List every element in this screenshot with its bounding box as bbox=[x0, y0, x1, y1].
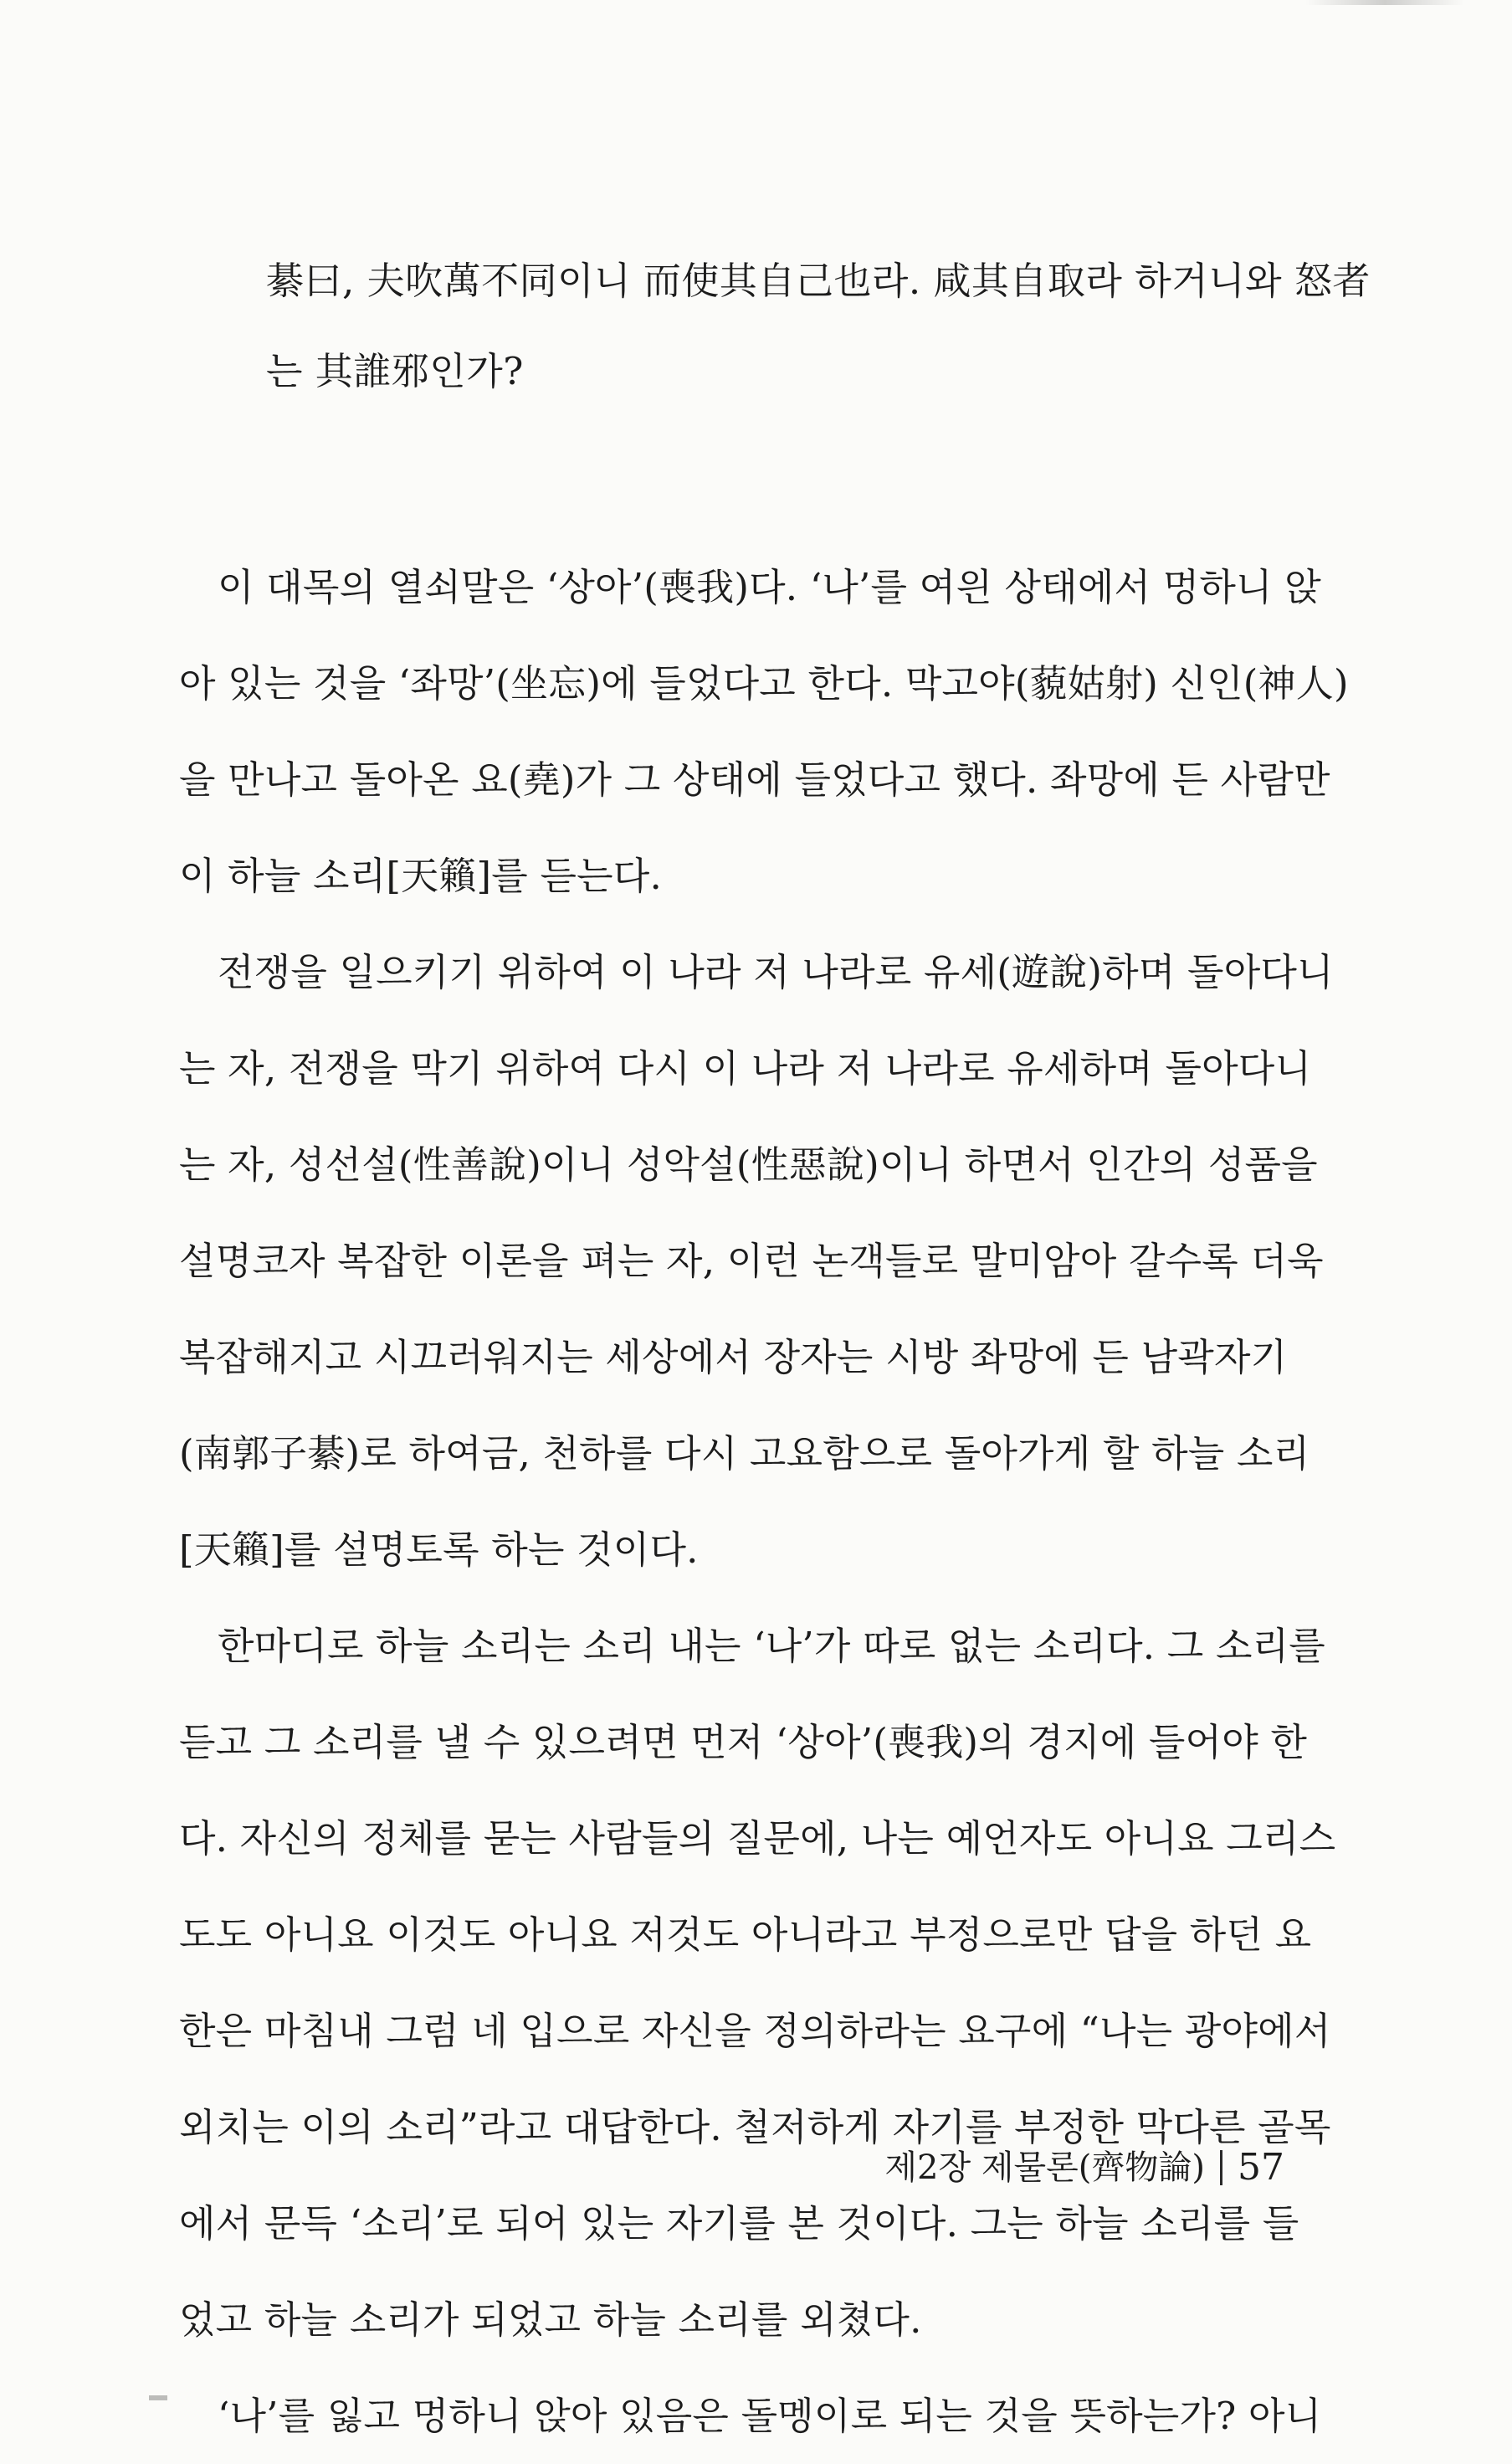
quote-line: 는 其誰邪인가? bbox=[266, 349, 524, 393]
text-line: 설명코자 복잡한 이론을 펴는 자, 이런 논객들로 말미암아 갈수록 더욱 bbox=[179, 1239, 1324, 1283]
quote-line: 綦曰, 夫吹萬不同이니 而使其自己也라. 咸其自取라 하거니와 怒者 bbox=[266, 259, 1371, 303]
text-line: 이 하늘 소리[天籟]를 듣는다. bbox=[179, 854, 662, 898]
text-line: 전쟁을 일으키기 위하여 이 나라 저 나라로 유세(遊說)하며 돌아다니 bbox=[218, 950, 1334, 994]
chapter-title: 제2장 제물론(齊物論) bbox=[884, 2148, 1205, 2187]
text-line: 는 자, 성선설(性善說)이니 성악설(性惡說)이니 하면서 인간의 성품을 bbox=[179, 1142, 1318, 1187]
text-line: 었고 하늘 소리가 되었고 하늘 소리를 외쳤다. bbox=[179, 2297, 922, 2342]
text-line: 에서 문득 ‘소리’로 되어 있는 자기를 본 것이다. 그는 하늘 소리를 들 bbox=[179, 2201, 1299, 2246]
text-line: [天籟]를 설명토록 하는 것이다. bbox=[179, 1527, 699, 1572]
text-line: 복잡해지고 시끄러워지는 세상에서 장자는 시방 좌망에 든 남곽자기 bbox=[179, 1335, 1288, 1379]
text-line: (南郭子綦)로 하여금, 천하를 다시 고요함으로 돌아가게 할 하늘 소리 bbox=[179, 1431, 1310, 1476]
text-line: 한마디로 하늘 소리는 소리 내는 ‘나’가 따로 없는 소리다. 그 소리를 bbox=[218, 1624, 1325, 1668]
text-line: 도도 아니요 이것도 아니요 저것도 아니라고 부정으로만 답을 하던 요 bbox=[179, 1912, 1312, 1957]
scan-corner-mark bbox=[149, 2395, 167, 2400]
text-line: ‘나’를 잃고 멍하니 앉아 있음은 돌멩이로 되는 것을 뜻하는가? 아니 bbox=[218, 2394, 1322, 2438]
text-line: 한은 마침내 그럼 네 입으로 자신을 정의하라는 요구에 “나는 광야에서 bbox=[179, 2009, 1331, 2053]
classical-quote bbox=[266, 236, 1371, 417]
text-line: 듣고 그 소리를 낼 수 있으려면 먼저 ‘상아’(喪我)의 경지에 들어야 한 bbox=[179, 1720, 1308, 1764]
text-line: 는 자, 전쟁을 막기 위하여 다시 이 나라 저 나라로 유세하며 돌아다니 bbox=[179, 1046, 1312, 1091]
text-line: 다. 자신의 정체를 묻는 사람들의 질문에, 나는 예언자도 아니요 그리스 bbox=[179, 1816, 1336, 1861]
text-line: 아 있는 것을 ‘좌망’(坐忘)에 들었다고 한다. 막고야(藐姑射) 신인(神人) bbox=[179, 661, 1349, 706]
text-line: 을 만나고 돌아온 요(堯)가 그 상태에 들었다고 했다. 좌망에 든 사람만 bbox=[179, 757, 1330, 802]
text-line: 외치는 이의 소리”라고 대답한다. 철저하게 자기를 부정한 막다른 골목 bbox=[179, 2105, 1331, 2149]
footer-divider bbox=[1220, 2150, 1222, 2185]
page-number: 57 bbox=[1238, 2146, 1284, 2189]
text-line: 이 대목의 열쇠말은 ‘상아’(喪我)다. ‘나’를 여읜 상태에서 멍하니 앉 bbox=[218, 565, 1321, 609]
page-footer bbox=[884, 2143, 1284, 2193]
scan-edge-mark bbox=[1305, 0, 1464, 5]
